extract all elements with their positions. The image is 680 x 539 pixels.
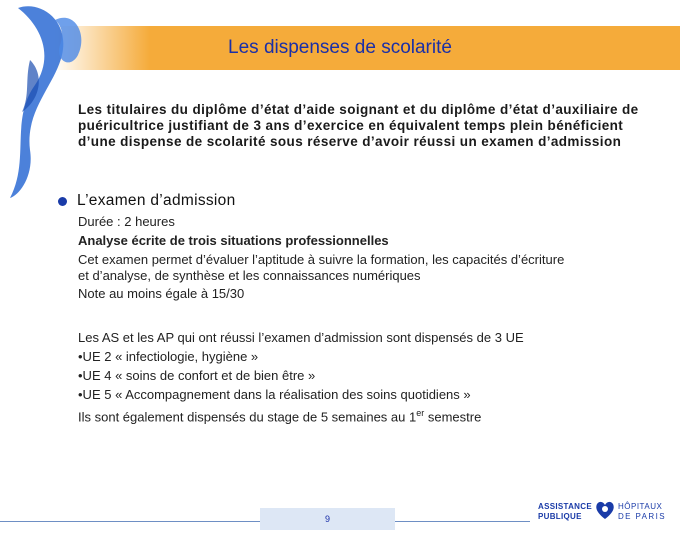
- aphp-heart-icon: [594, 499, 616, 521]
- exemption-ue4: •UE 4 « soins de confort et de bien être »: [78, 368, 316, 383]
- ribbon-logo-icon: [0, 0, 90, 200]
- intro-paragraph: Les titulaires du diplôme d’état d’aide soignant et du diplôme d’état d’auxiliaire de puéricultrice justifiant de 3 ans d’exercice en équivalent temps plein bénéficient d’une dispense de scolarité sous réserve d’avoir réussi un examen d’admission: [78, 102, 639, 149]
- title-bar: [0, 26, 680, 70]
- exam-analysis: Analyse écrite de trois situations professionnelles: [78, 233, 389, 248]
- slide-title: Les dispenses de scolarité: [228, 37, 452, 58]
- exam-duration: Durée : 2 heures: [78, 214, 175, 229]
- page-number: 9: [260, 508, 395, 530]
- stage-exemption: [78, 404, 658, 426]
- exam-heading: L’examen d’admission: [77, 192, 236, 209]
- stage-exemption-text: Ils sont également dispensés du stage de 5 semaines au 1: [78, 409, 417, 425]
- exam-purpose-line1: Cet examen permet d’évaluer l’aptitude à suivre la formation, les capacités d’écriture: [78, 252, 565, 267]
- stage-exemption-end: semestre: [424, 409, 482, 425]
- stage-exemption-sup: er: [416, 408, 425, 418]
- aphp-logo: [538, 497, 678, 527]
- exemption-ue5: •UE 5 « Accompagnement dans la réalisation des soins quotidiens »: [78, 387, 471, 402]
- exemptions-block: [78, 328, 658, 426]
- exam-grade: Note au moins égale à 15/30: [78, 286, 245, 301]
- bullet-dot-icon: [58, 197, 67, 206]
- exam-details: [78, 212, 658, 303]
- exemption-ue2: •UE 2 « infectiologie, hygiène »: [78, 349, 259, 364]
- aphp-logo-line4: DE PARIS: [618, 512, 666, 521]
- exemptions-intro: Les AS et les AP qui ont réussi l’examen d’admission sont dispensés de 3 UE: [78, 330, 524, 345]
- aphp-logo-line3: HÔPITAUX: [618, 502, 663, 511]
- exam-bullet: [58, 192, 236, 210]
- exam-purpose-line2: et d’analyse, de synthèse et les connaissances numériques: [78, 268, 421, 283]
- aphp-logo-line1: ASSISTANCE: [538, 502, 592, 511]
- aphp-logo-line2: PUBLIQUE: [538, 512, 582, 521]
